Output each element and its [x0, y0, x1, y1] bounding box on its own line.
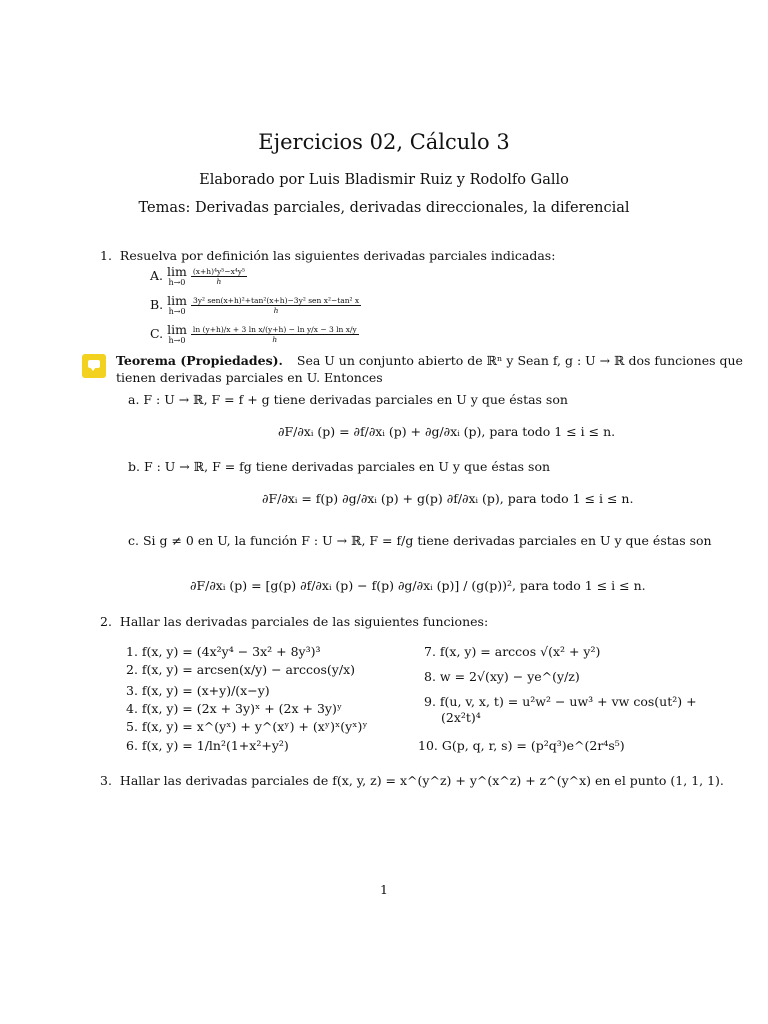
function-item: 1. f(x, y) = (4x²y⁴ − 3x² + 8y³)³	[126, 644, 321, 659]
limit-operator	[167, 295, 187, 316]
theorem-text-1: Sea U un conjunto abierto de ℝⁿ y Sean f, g : U → ℝ dos funciones que	[296, 353, 743, 368]
exercise-1	[100, 248, 555, 263]
fraction-denominator: h	[273, 305, 279, 315]
exercise-2	[100, 614, 488, 629]
item-label: B.	[150, 296, 164, 312]
limit-operator	[167, 324, 187, 345]
page-number: 1	[380, 882, 388, 897]
exercise-number: 3.	[100, 773, 112, 788]
limit-fraction	[191, 267, 247, 286]
lim-sub: h→0	[168, 306, 186, 316]
theorem-heading: Teorema (Propiedades).	[116, 353, 283, 368]
theorem-item-c: c. Si g ≠ 0 en U, la función F : U → ℝ, F = f/g tiene derivadas parciales en U y que éstas son	[128, 533, 712, 548]
document-author: Elaborado por Luis Bladismir Ruiz y Rodolfo Gallo	[199, 172, 569, 188]
function-item: 4. f(x, y) = (2x + 3y)ˣ + (2x + 3y)ʸ	[126, 701, 343, 716]
limit-item-c	[150, 324, 359, 345]
exercise-statement: Resuelva por definición las siguientes derivadas parciales indicadas:	[119, 248, 556, 263]
function-item: 5. f(x, y) = x^(yˣ) + y^(xʸ) + (xʸ)ˣ(yˣ)ʸ	[126, 719, 368, 734]
function-item: 9. f(u, v, x, t) = u²w² − uw³ + vw cos(ut²) +	[424, 694, 697, 709]
theorem-text-2: tienen derivadas parciales en U. Entonces	[116, 370, 383, 385]
function-item: 3. f(x, y) = (x+y)/(x−y)	[126, 683, 270, 698]
lim-text: lim	[167, 264, 187, 279]
fraction-numerator: ln (y+h)/x + 3 ln x/(y+h) − ln y/x − 3 ln x/y	[192, 324, 357, 334]
exercise-3	[100, 773, 724, 788]
theorem-line-1	[116, 353, 743, 368]
exercise-statement: Hallar las derivadas parciales de f(x, y, z) = x^(y^z) + y^(x^z) + z^(y^x) en el punto (1, 1, 1).	[119, 773, 724, 788]
limit-fraction	[191, 325, 359, 344]
theorem-formula-a: ∂F/∂xᵢ (p) = ∂f/∂xᵢ (p) + ∂g/∂xᵢ (p), para todo 1 ≤ i ≤ n.	[278, 424, 616, 439]
function-item: 7. f(x, y) = arccos √(x² + y²)	[424, 644, 601, 659]
comment-icon[interactable]	[82, 354, 106, 378]
theorem-item-b: b. F : U → ℝ, F = fg tiene derivadas parciales en U y que éstas son	[128, 459, 551, 474]
function-item-continuation: (2x²t)⁴	[441, 710, 481, 725]
limit-item-b	[150, 295, 361, 316]
exercise-number: 2.	[100, 614, 112, 629]
limit-item-a	[150, 266, 247, 287]
fraction-numerator: 3y² sen(x+h)²+tan²(x+h)−3y² sen x²−tan² x	[193, 295, 360, 305]
theorem-item-a: a. F : U → ℝ, F = f + g tiene derivadas parciales en U y que éstas son	[128, 392, 568, 407]
function-item: 6. f(x, y) = 1/ln²(1+x²+y²)	[126, 738, 289, 753]
item-label: C.	[150, 325, 164, 341]
function-item: 2. f(x, y) = arcsen(x/y) − arccos(y/x)	[126, 662, 355, 677]
fraction-denominator: h	[272, 334, 278, 344]
lim-text: lim	[167, 322, 187, 337]
theorem-formula-c: ∂F/∂xᵢ (p) = [g(p) ∂f/∂xᵢ (p) − f(p) ∂g/∂xᵢ (p)] / (g(p))², para todo 1 ≤ i ≤ n.	[190, 578, 646, 593]
theorem-formula-b: ∂F/∂xᵢ = f(p) ∂g/∂xᵢ (p) + g(p) ∂f/∂xᵢ (p), para todo 1 ≤ i ≤ n.	[262, 491, 634, 506]
document-topics: Temas: Derivadas parciales, derivadas direccionales, la diferencial	[138, 200, 630, 216]
limit-fraction	[191, 296, 361, 315]
function-item: 10. G(p, q, r, s) = (p²q³)e^(2r⁴s⁵)	[418, 738, 625, 753]
lim-sub: h→0	[168, 277, 186, 287]
lim-text: lim	[167, 293, 188, 308]
item-label: A.	[150, 267, 164, 283]
fraction-denominator: h	[216, 276, 222, 286]
document-title: Ejercicios 02, Cálculo 3	[258, 130, 510, 154]
lim-sub: h→0	[168, 335, 186, 345]
comment-tail-shape	[90, 367, 96, 371]
exercise-number: 1.	[100, 248, 112, 263]
function-item: 8. w = 2√(xy) − ye^(y/z)	[424, 669, 580, 684]
limit-operator	[167, 266, 187, 287]
fraction-numerator: (x+h)⁴y⁵−x⁴y⁵	[192, 266, 246, 276]
exercise-statement: Hallar las derivadas parciales de las siguientes funciones:	[119, 614, 489, 629]
